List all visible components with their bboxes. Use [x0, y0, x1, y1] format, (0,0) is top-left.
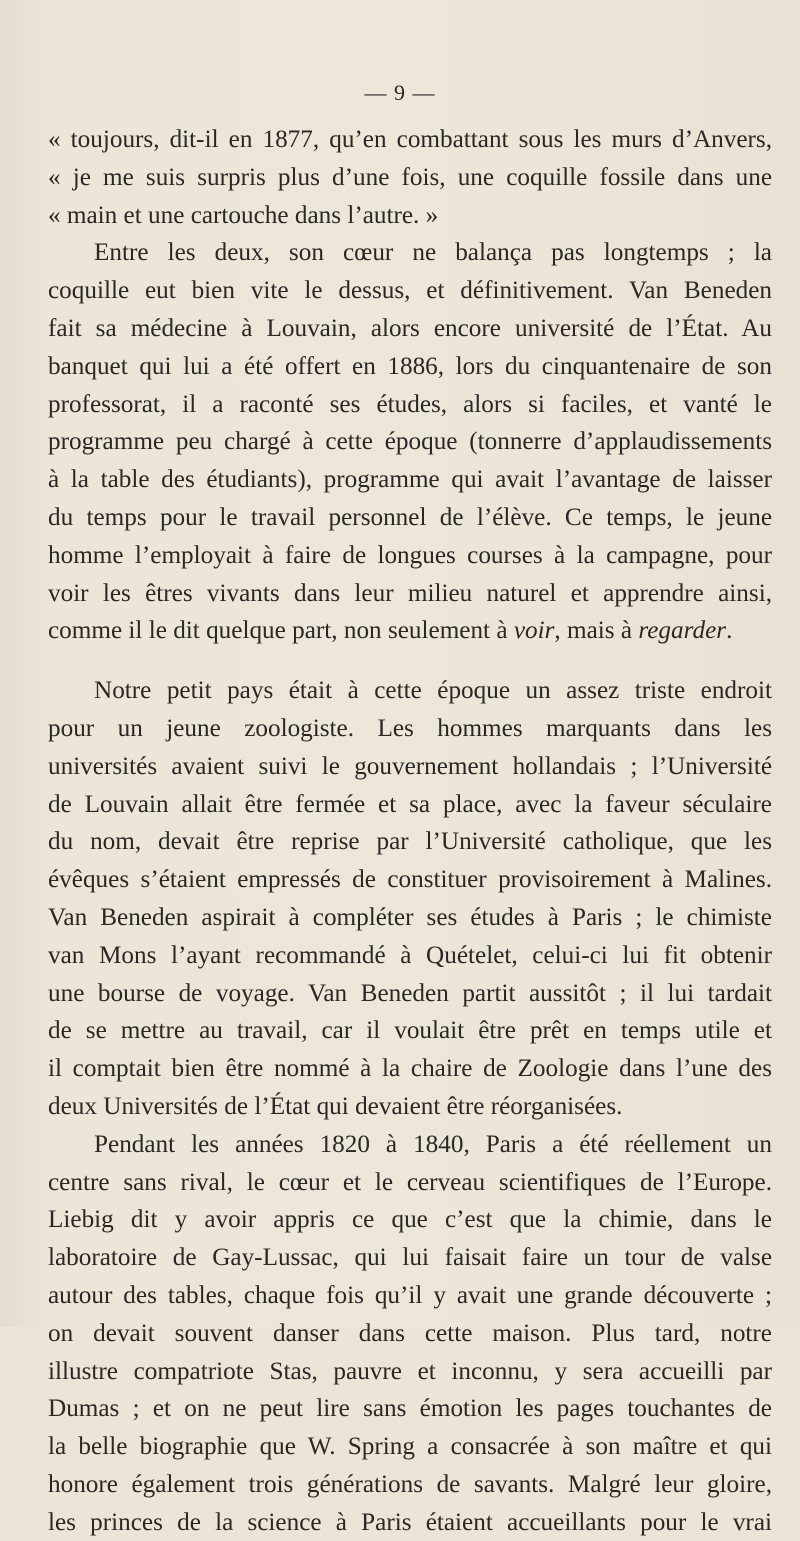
- text-line: illustre compatriote Stas, pauvre et inconnu, y sera accueilli par: [48, 1357, 772, 1385]
- text-line: voir les êtres vivants dans leur milieu naturel et apprendre ainsi,: [48, 579, 772, 607]
- text-line: laboratoire de Gay-Lussac, qui lui faisait faire un tour de valse: [48, 1244, 772, 1272]
- text-line: Entre les deux, son cœur ne balança pas longtemps ; la: [94, 239, 772, 267]
- text-line: programme peu chargé à cette époque (tonnerre d’applaudissements: [48, 428, 772, 456]
- text-line: autour des tables, chaque fois qu’il y avait une grande découverte ;: [48, 1281, 772, 1309]
- text-line: professorat, il a raconté ses études, alors si faciles, et vanté le: [48, 390, 772, 418]
- text-line: du temps pour le travail personnel de l’élève. Ce temps, le jeune: [48, 503, 772, 531]
- text-line: centre sans rival, le cœur et le cerveau scientifiques de l’Europe.: [48, 1168, 772, 1196]
- text-line: il comptait bien être nommé à la chaire de Zoologie dans l’une des: [48, 1055, 772, 1083]
- italic-word: regarder: [638, 617, 727, 645]
- text-line: « toujours, dit-il en 1877, qu’en combattant sous les murs d’Anvers,: [48, 126, 772, 153]
- text-line: van Mons l’ayant recommandé à Quételet, celui-ci lui fit obtenir: [48, 941, 772, 969]
- text-line: à la table des étudiants), programme qui avait l’avantage de laisser: [48, 466, 772, 494]
- text-line: homme l’employait à faire de longues courses à la campagne, pour: [48, 541, 772, 569]
- text-line: du nom, devait être reprise par l’Université catholique, que les: [48, 828, 772, 856]
- text-line: Liebig dit y avoir appris ce que c’est que la chimie, dans le: [48, 1206, 772, 1234]
- text-line: « main et une cartouche dans l’autre. »: [48, 201, 439, 229]
- text-line: banquet qui lui a été offert en 1886, lors du cinquantenaire de son: [48, 352, 772, 380]
- text-line: une bourse de voyage. Van Beneden partit aussitôt ; il lui tardait: [48, 979, 772, 1007]
- text-line: Notre petit pays était à cette époque un assez triste endroit: [94, 677, 772, 705]
- paragraph-gap: [48, 650, 772, 672]
- page-number: — 9 —: [364, 80, 436, 105]
- text-line: les princes de la science à Paris étaient accueillants pour le vrai: [48, 1508, 772, 1536]
- text-line: la belle biographie que W. Spring a consacrée à son maître et qui: [48, 1433, 772, 1461]
- text-line: de se mettre au travail, car il voulait être prêt en temps utile et: [48, 1017, 772, 1045]
- text-line: « je me suis surpris plus d’une fois, une coquille fossile dans une: [48, 163, 772, 191]
- text-line: on devait souvent danser dans cette maison. Plus tard, notre: [48, 1319, 772, 1347]
- text-line: honore également trois générations de savants. Malgré leur gloire,: [48, 1470, 772, 1498]
- text-line: Van Beneden aspirait à compléter ses études à Paris ; le chimiste: [48, 903, 772, 931]
- italic-word: voir: [513, 617, 555, 645]
- text-line: coquille eut bien vite le dessus, et définitivement. Van Beneden: [48, 277, 772, 305]
- body-text: [48, 121, 772, 1541]
- text-line: universités avaient suivi le gouvernement hollandais ; l’Université: [48, 752, 772, 780]
- text-line: de Louvain allait être fermée et sa place, avec la faveur séculaire: [48, 790, 772, 818]
- text-line: Pendant les années 1820 à 1840, Paris a été réellement un: [94, 1130, 772, 1158]
- text-line: évêques s’étaient empressés de constituer provisoirement à Malines.: [48, 866, 772, 894]
- text-line: fait sa médecine à Louvain, alors encore université de l’État. Au: [48, 314, 772, 342]
- text-line-italic: comme il le dit quelque part, non seulement à voir, mais à regarder.: [48, 617, 733, 645]
- text-line: pour un jeune zoologiste. Les hommes marquants dans les: [48, 714, 772, 742]
- text-line: deux Universités de l’État qui devaient être réorganisées.: [48, 1092, 623, 1120]
- text-line: Dumas ; et on ne peut lire sans émotion les pages touchantes de: [48, 1395, 772, 1423]
